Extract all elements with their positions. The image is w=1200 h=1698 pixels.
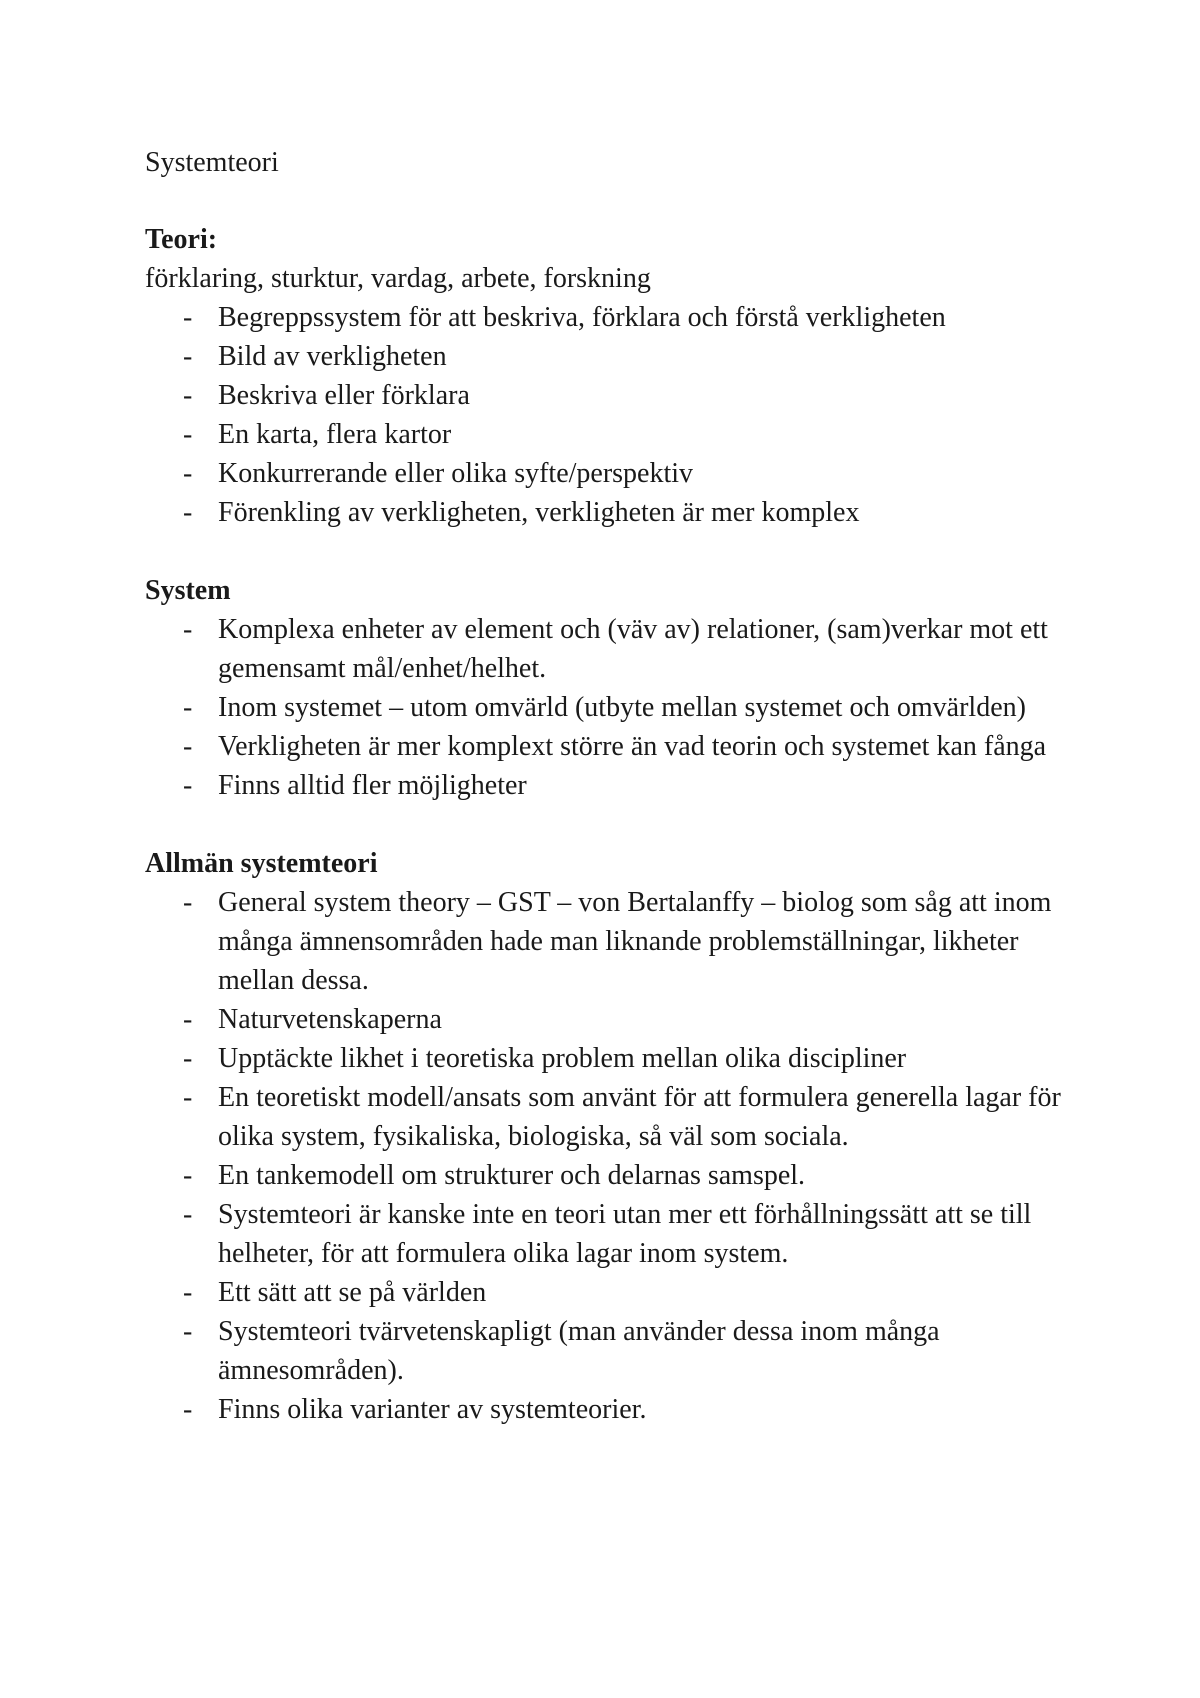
list-item-text: Inom systemet – utom omvärld (utbyte mellan systemet och omvärlden) xyxy=(218,692,1026,723)
list-item xyxy=(145,1390,1085,1429)
dash-bullet: - xyxy=(183,419,193,450)
list-item xyxy=(145,454,1085,493)
list-item xyxy=(145,610,1085,688)
dash-bullet: - xyxy=(183,1043,193,1074)
list-item xyxy=(145,766,1085,805)
section-system xyxy=(145,571,1085,805)
list-item-text: En tankemodell om strukturer och delarnas samspel. xyxy=(218,1160,806,1191)
dash-bullet: - xyxy=(183,1394,193,1425)
bullet-list xyxy=(145,883,1085,1429)
list-item-text: Verkligheten är mer komplext större än vad teorin och systemet kan fånga xyxy=(218,731,1047,762)
document-title: Systemteori xyxy=(145,147,279,178)
list-item xyxy=(145,337,1085,376)
dash-bullet: - xyxy=(183,770,193,801)
dash-bullet: - xyxy=(183,1316,193,1347)
list-item-text: Konkurrerande eller olika syfte/perspektiv xyxy=(218,458,694,489)
list-item-text: Förenkling av verkligheten, verkligheten är mer komplex xyxy=(218,497,860,528)
dash-bullet: - xyxy=(183,1004,193,1035)
dash-bullet: - xyxy=(183,1277,193,1308)
section-teori xyxy=(145,220,1085,532)
section-heading: System xyxy=(145,575,231,606)
list-item-text: Systemteori tvärvetenskapligt (man använder dessa inom många ämnesområden). xyxy=(218,1316,940,1386)
list-item-text: Begreppssystem för att beskriva, förklara och förstå verkligheten xyxy=(218,302,946,333)
list-item-text: Upptäckte likhet i teoretiska problem mellan olika discipliner xyxy=(218,1043,907,1074)
dash-bullet: - xyxy=(183,302,193,333)
list-item xyxy=(145,493,1085,532)
list-item xyxy=(145,1000,1085,1039)
list-item xyxy=(145,1039,1085,1078)
dash-bullet: - xyxy=(183,692,193,723)
dash-bullet: - xyxy=(183,1082,193,1113)
section-heading: Allmän systemteori xyxy=(145,848,378,879)
list-item-text: Finns olika varianter av systemteorier. xyxy=(218,1394,647,1425)
dash-bullet: - xyxy=(183,614,193,645)
list-item-text: Naturvetenskaperna xyxy=(218,1004,442,1035)
list-item xyxy=(145,1078,1085,1156)
list-item-text: Ett sätt att se på världen xyxy=(218,1277,487,1308)
list-item xyxy=(145,376,1085,415)
list-item xyxy=(145,727,1085,766)
list-item xyxy=(145,883,1085,1000)
list-item-text: Beskriva eller förklara xyxy=(218,380,470,411)
list-item-text: Systemteori är kanske inte en teori utan mer ett förhållningssätt att se till helheter, för att formulera olika lagar inom system. xyxy=(218,1199,1032,1269)
list-item xyxy=(145,1273,1085,1312)
dash-bullet: - xyxy=(183,341,193,372)
list-item-text: Bild av verkligheten xyxy=(218,341,447,372)
list-item-text: En karta, flera kartor xyxy=(218,419,452,450)
dash-bullet: - xyxy=(183,1199,193,1230)
section-heading: Teori: xyxy=(145,224,218,255)
section-intro: förklaring, sturktur, vardag, arbete, forskning xyxy=(145,263,651,294)
bullet-list xyxy=(145,610,1085,805)
list-item-text: Komplexa enheter av element och (väv av) relationer, (sam)verkar mot ett gemensamt mål/enhet/helhet. xyxy=(218,614,1048,684)
document-page xyxy=(145,143,1085,1468)
list-item xyxy=(145,415,1085,454)
list-item-text: Finns alltid fler möjligheter xyxy=(218,770,527,801)
section-allman-systemteori xyxy=(145,844,1085,1429)
dash-bullet: - xyxy=(183,731,193,762)
list-item-text: General system theory – GST – von Bertalanffy – biolog som såg att inom många ämnensområden hade man liknande problemställningar, likheter mellan dessa. xyxy=(218,887,1052,996)
list-item xyxy=(145,1195,1085,1273)
dash-bullet: - xyxy=(183,497,193,528)
list-item xyxy=(145,1312,1085,1390)
dash-bullet: - xyxy=(183,380,193,411)
dash-bullet: - xyxy=(183,887,193,918)
list-item xyxy=(145,1156,1085,1195)
list-item-text: En teoretiskt modell/ansats som använt för att formulera generella lagar för olika system, fysikaliska, biologiska, så väl som sociala. xyxy=(218,1082,1061,1152)
list-item xyxy=(145,688,1085,727)
list-item xyxy=(145,298,1085,337)
dash-bullet: - xyxy=(183,1160,193,1191)
bullet-list xyxy=(145,298,1085,532)
dash-bullet: - xyxy=(183,458,193,489)
